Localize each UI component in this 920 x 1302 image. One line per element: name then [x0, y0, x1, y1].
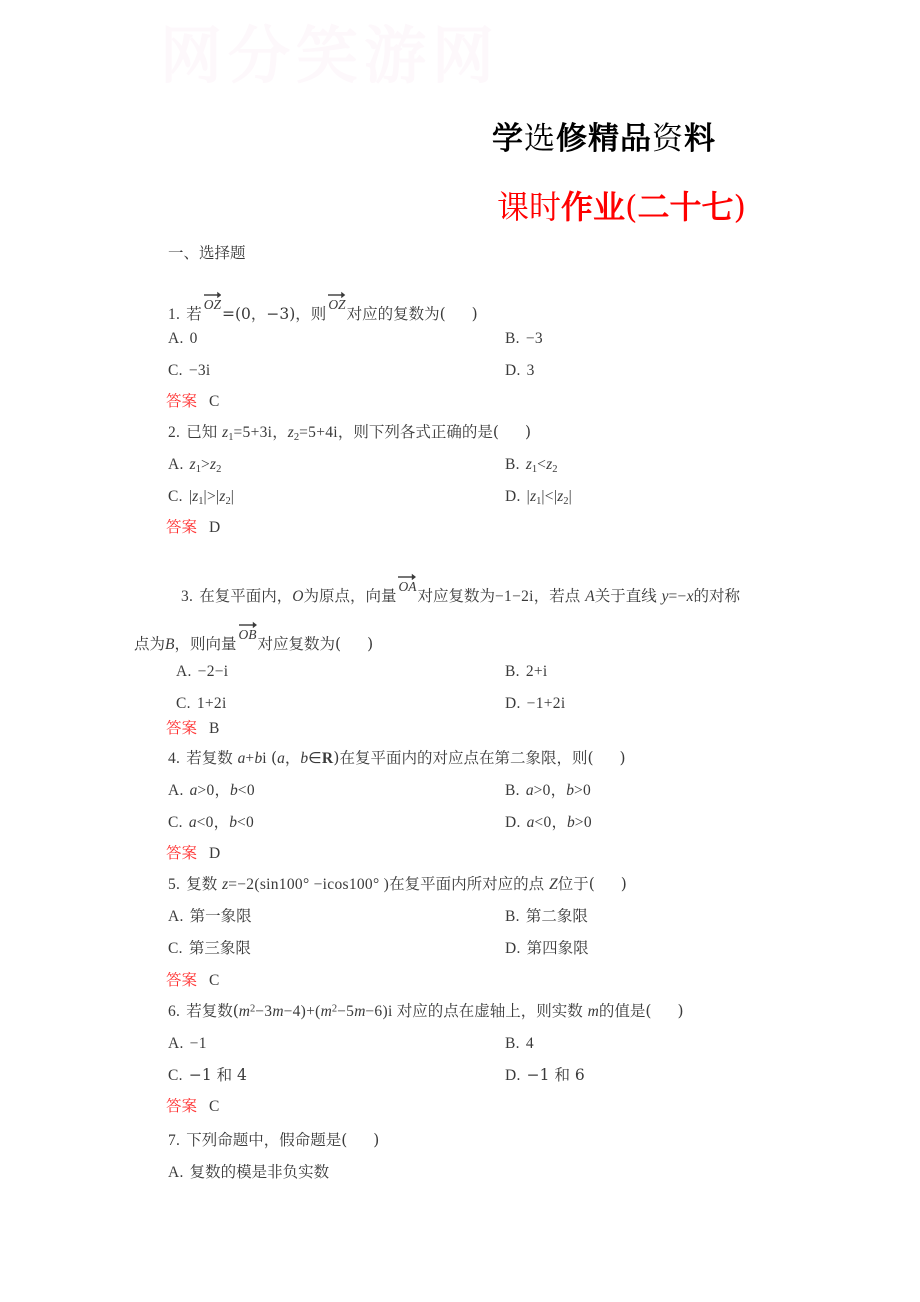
option-text: 2+i	[525, 663, 548, 680]
question-6-option-a[interactable]	[168, 1036, 207, 1052]
vector-oz-1	[204, 296, 221, 312]
question-1-stem-post: 对应的复数为(	[346, 305, 446, 323]
option-text: 4	[525, 1035, 534, 1052]
option-key: D.	[505, 362, 521, 379]
doc-title-part-1: 作业	[561, 188, 626, 226]
site-title-part-3: 资	[652, 121, 684, 157]
question-1-number: 1.	[168, 306, 181, 323]
question-4-option-a[interactable]	[168, 783, 255, 799]
question-1-option-d[interactable]	[505, 363, 535, 379]
site-title-part-4: 料	[684, 121, 716, 157]
answer-value: C	[209, 972, 220, 989]
option-text: 复数的模是非负实数	[189, 1163, 330, 1181]
vector-arrow-icon	[328, 291, 345, 298]
question-2-number: 2.	[168, 424, 181, 441]
option-text: a>0，b<0	[189, 781, 255, 799]
vector-arrow-icon	[398, 573, 416, 580]
option-text: −3i	[188, 362, 211, 379]
option-key: B.	[505, 908, 520, 925]
option-text: 1+2i	[196, 695, 227, 712]
question-1-stem-end: )	[471, 305, 478, 323]
question-4-answer	[166, 846, 220, 862]
page-watermark: 网分笑游网	[160, 19, 501, 92]
option-key: A.	[168, 908, 184, 925]
question-6-number: 6.	[168, 1003, 181, 1020]
doc-title-part-0: 课时	[497, 188, 562, 226]
doc-title-part-3: 二十七	[637, 188, 734, 226]
question-5-number: 5.	[168, 876, 181, 893]
option-text: −2−i	[197, 663, 229, 680]
option-text: $|z_1|<|z_2|$	[526, 488, 572, 507]
option-text: −1 和 4	[188, 1066, 247, 1084]
option-key: A.	[168, 456, 184, 473]
option-text: 第二象限	[525, 907, 588, 925]
answer-label: 答案	[166, 392, 198, 410]
answer-value: D	[209, 845, 221, 862]
question-1-option-a[interactable]	[168, 331, 198, 347]
option-key: B.	[505, 782, 520, 799]
question-2-option-b[interactable]	[505, 457, 558, 475]
option-text: 0	[189, 330, 198, 347]
answer-value: C	[209, 1098, 220, 1115]
option-text: $z_1>z_2$	[189, 456, 222, 475]
question-1-answer	[166, 394, 219, 410]
question-3-option-a[interactable]	[176, 664, 228, 680]
question-6-option-c[interactable]	[168, 1068, 247, 1084]
question-3-stem-line1: 3. 在复平面内，O为原点，向量 OA对应复数为−1−2i，若点 A关于直线 y=−x的对称	[181, 578, 740, 605]
answer-value: C	[209, 393, 220, 410]
option-text: a<0，b>0	[526, 813, 592, 831]
option-key: D.	[505, 488, 521, 505]
question-2-stem: 2. 已知 $z_1=5+3i$，$z_2=5+4i$，则下列各式正确的是( )	[168, 423, 532, 443]
option-text: a<0，b<0	[188, 813, 255, 831]
option-key: B.	[505, 330, 520, 347]
option-text: 第一象限	[189, 907, 252, 925]
question-6-option-d[interactable]	[505, 1068, 585, 1084]
site-title-part-0: 学	[492, 121, 524, 157]
option-key: A.	[168, 330, 184, 347]
option-key: C.	[176, 695, 191, 712]
vector-ob	[239, 626, 257, 642]
question-4-option-b[interactable]	[505, 783, 591, 799]
question-3-option-c[interactable]	[176, 696, 227, 712]
question-5-option-d[interactable]	[505, 941, 589, 957]
question-1-stem-mid: =(0，−3)，则	[222, 305, 327, 323]
option-key: D.	[505, 814, 521, 831]
option-key: D.	[505, 940, 521, 957]
question-4-option-c[interactable]	[168, 815, 254, 831]
option-key: A.	[168, 1035, 184, 1052]
answer-label: 答案	[166, 518, 198, 536]
question-6-answer	[166, 1099, 219, 1115]
option-key: A.	[168, 782, 184, 799]
question-2-option-c[interactable]	[168, 489, 234, 507]
option-key: B.	[505, 663, 520, 680]
question-3-answer	[166, 721, 219, 737]
option-key: C.	[168, 1067, 183, 1084]
option-text: −1+2i	[526, 695, 566, 712]
doc-title-part-2: (	[625, 188, 638, 226]
question-3-option-d[interactable]	[505, 696, 565, 712]
option-text: 第三象限	[188, 939, 251, 957]
answer-label: 答案	[166, 971, 198, 989]
answer-label: 答案	[166, 1097, 198, 1115]
site-title	[492, 113, 716, 158]
question-5-stem: 5. 复数 z=−2(sin100° −icos100° )在复平面内所对应的点 Z位于( )	[168, 875, 627, 893]
option-text: $z_1<z_2$	[525, 456, 558, 475]
option-text: −3	[525, 330, 543, 347]
option-key: B.	[505, 456, 520, 473]
question-5-option-b[interactable]	[505, 909, 588, 925]
vector-oz-2	[328, 296, 345, 312]
question-1-option-c[interactable]	[168, 363, 211, 379]
option-key: C.	[168, 488, 183, 505]
page-title	[497, 182, 746, 228]
option-key: C.	[168, 362, 183, 379]
option-key: A.	[176, 663, 192, 680]
vector-oa-label: OA	[398, 579, 417, 594]
option-text: −1 和 6	[526, 1066, 585, 1084]
question-4-stem: 4. 若复数 a+bi (a，b∈R)在复平面内的对应点在第二象限，则( )	[168, 749, 626, 767]
vector-oa	[398, 578, 416, 594]
question-7-option-a[interactable]	[168, 1165, 329, 1181]
vector-arrow-icon	[204, 291, 221, 298]
option-key: D.	[505, 1067, 521, 1084]
question-6-option-b[interactable]	[505, 1036, 534, 1052]
question-5-option-c[interactable]	[168, 941, 251, 957]
question-2-answer	[166, 520, 220, 536]
option-text: 第四象限	[526, 939, 589, 957]
option-text: $|z_1|>|z_2|$	[188, 488, 235, 507]
option-key: A.	[168, 1164, 184, 1181]
question-4-option-d[interactable]	[505, 815, 592, 831]
question-3-number: 3.	[181, 588, 194, 605]
question-1-stem-pre: 若	[186, 305, 202, 323]
answer-label: 答案	[166, 844, 198, 862]
option-key: C.	[168, 940, 183, 957]
vector-oz-1-label: OZ	[203, 297, 222, 312]
option-key: B.	[505, 1035, 520, 1052]
question-7-number: 7.	[168, 1132, 181, 1149]
question-2-option-d[interactable]	[505, 489, 572, 507]
vector-oz-2-label: OZ	[328, 297, 346, 312]
vector-arrow-icon	[239, 621, 257, 628]
option-text: 3	[526, 362, 535, 379]
doc-title-part-4: )	[733, 188, 747, 226]
option-text: −1	[189, 1035, 207, 1052]
section-heading: 一、选择题	[168, 244, 246, 262]
vector-ob-label: OB	[238, 627, 257, 642]
question-6-stem: 6. 若复数$(m^2-3m-4)+(m^2-5m-6)i$ 对应的点在虚轴上，则实数 m的值是( )	[168, 1002, 684, 1020]
question-2-option-a[interactable]	[168, 457, 221, 475]
site-title-part-2: 修精品	[556, 121, 652, 157]
option-text: a>0，b>0	[525, 781, 592, 799]
question-1-stem	[168, 296, 478, 323]
question-7-stem: 7. 下列命题中，假命题是( )	[168, 1131, 380, 1149]
option-key: D.	[505, 695, 521, 712]
option-key: C.	[168, 814, 183, 831]
question-5-answer	[166, 973, 219, 989]
question-3-option-b[interactable]	[505, 664, 548, 680]
question-1-option-b[interactable]	[505, 331, 543, 347]
site-title-part-1: 选	[524, 121, 556, 157]
answer-value: D	[209, 519, 221, 536]
question-3-stem-line2: 点为B，则向量 OB对应复数为( )	[134, 626, 373, 653]
question-5-option-a[interactable]	[168, 909, 252, 925]
answer-label: 答案	[166, 719, 198, 737]
question-4-number: 4.	[168, 750, 181, 767]
answer-value: B	[209, 720, 220, 737]
